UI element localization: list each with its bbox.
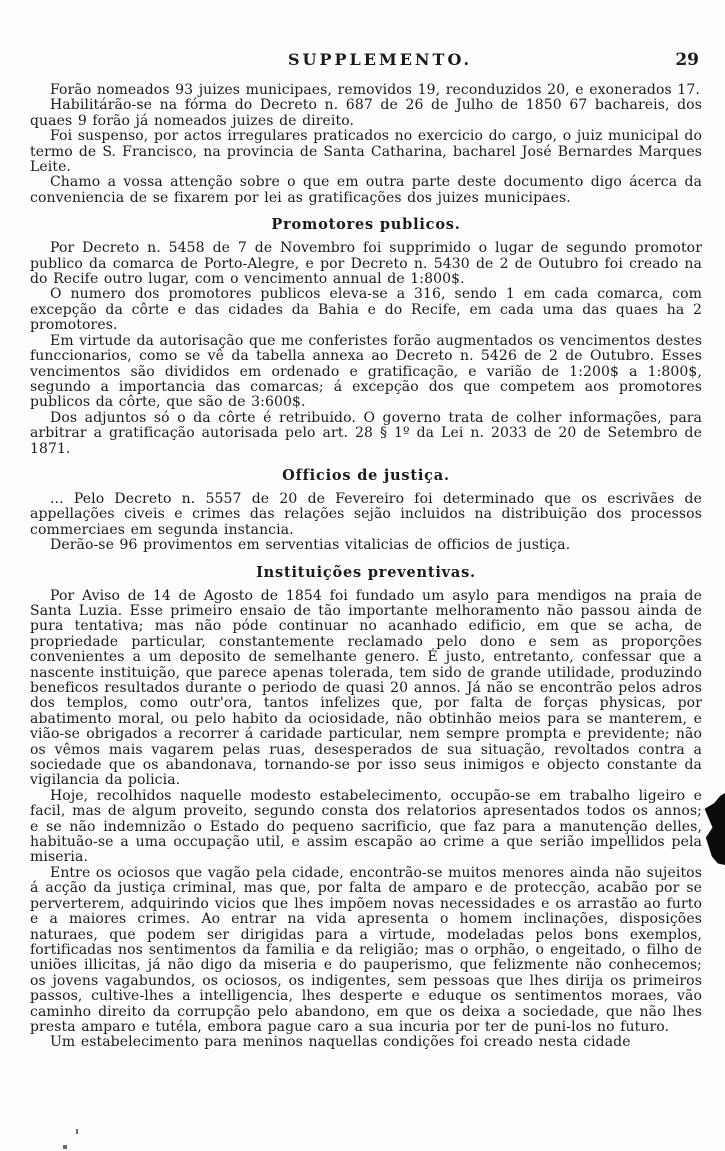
ink-blot-artifact (701, 793, 725, 865)
scan-speck (63, 1145, 67, 1149)
paragraph: Forão nomeados 93 juizes municipaes, removidos 19, reconduzidos 20, e exonerados 17. (50, 82, 700, 98)
section-intro (30, 83, 702, 206)
paragraph: Por Decreto n. 5458 de 7 de Novembro foi supprimido o lugar de segundo promotor publico da comarca de Porto-Alegre, e por Decreto n. 5430 de 2 de Outubro foi creado na do Recife outro lugar, com o vencimento annual de 1:800$. (30, 240, 702, 288)
scan-speck (76, 1129, 78, 1134)
paragraph: Habilitárão-se na fórma do Decreto n. 687 de 26 de Julho de 1850 67 bachareis, dos quaes 9 forão já nomeados juizes de direito. (30, 97, 702, 129)
paragraph: Chamo a vossa attenção sobre o que em outra parte deste documento digo ácerca da conveniencia de se fixarem por lei as gratificações dos juizes municipaes. (30, 174, 702, 206)
page-header (30, 50, 703, 74)
section-instituicoes-preventivas (30, 564, 702, 1051)
paragraph: Em virtude da autorisação que me conferistes forão augmentados os vencimentos destes funccionarios, como se vê da tabella annexa ao Decreto n. 5426 de 2 de Outubro. Esses vencimentos são divididos em ordenado e gratificação, e varião de 1:200$ a 1:800$, segundo a importancia das comarcas; á excepção dos que competem aos promotores publicos da côrte, que são de 3:600$. (30, 332, 702, 411)
paragraph: Foi suspenso, por actos irregulares praticados no exercicio do cargo, o juiz municipal do termo de S. Francisco, na provincia de Santa Catharina, bacharel José Bernardes Marques Leite. (30, 128, 702, 176)
paragraph: ... Pelo Decreto n. 5557 de 20 de Fevereiro foi determinado que os escrivães de appellações civeis e crimes das relações sejão incluidos na distribuição dos processos commerciaes em segunda instancia. (30, 490, 702, 538)
paragraph: Entre os ociosos que vagão pela cidade, encontrão-se muitos menores ainda não sujeitos á acção da justiça criminal, mas que, por falta de amparo e de protecção, acabão por se perverterem, adquirindo vicios que lhes impõem novas necessidades e os arrastão ao furto e a maiores crimes. Ao entrar na vida apresenta o homem inclinações, disposições naturaes, que podem ser dirigidas para a virtude, modeladas pelos bons exemplos, fortificadas nos sentimentos da familia e da religião; mas o orphão, o engeitado, o filho de uniões illicitas, já não digo da miseria e do pauperismo, que felizmente não conhecemos; os jovens vagabundos, os ociosos, os indigentes, sem pessoas que lhes dirija os primeiros passos, cultive-lhes a intelligencia, lhes desperte e eduque os sentimentos moraes, vão caminho direito da corrupção pelo abandono, em que os deixa a sociedade, que não lhes presta amparo e tutéla, embora pague caro a sua incuria por ter de puni-los no futuro. (30, 864, 702, 1035)
paragraph: Por Aviso de 14 de Agosto de 1854 foi fundado um asylo para mendigos na praia de Santa Luzia. Esse primeiro ensaio de tão importante melhoramento não passou ainda de pura tentativa; mas não póde continuar no acanhado edificio, em que se acha, de propriedade particular, constantemente reclamado pelo dono e sem as proporções convenientes a um deposito de semelhante genero. É justo, entretanto, confessar que a nascente instituição, que parece apenas tolerada, tem sido de grande utilidade, produzindo beneficos resultados durante o periodo de quasi 20 annos. Já não se encontrão pelos adros dos templos, como outr'ora, tantos infelizes que, por falta de forças physicas, por abatimento moral, ou pelo habito da ociosidade, não obtinhão meios para se manterem, e vião-se obrigados a recorrer á caridade particular, nem sempre prompta e previdente; não os vêmos mais vagarem pelas ruas, desesperados de sua situação, revoltados contra a sociedade que os abandonava, tornando-se por isso seus inimigos e objecto constante da vigilancia da policia. (30, 587, 702, 789)
page-body (30, 83, 702, 1051)
paragraph: O numero dos promotores publicos eleva-se a 316, sendo 1 em cada comarca, com excepção da côrte e das cidades da Bahia e do Recife, em cada uma das quaes ha 2 promotores. (30, 286, 702, 334)
paragraph: Um estabelecimento para meninos naquellas condições foi creado nesta cidade (50, 1034, 631, 1051)
section-heading-officios: Officios de justiça. (282, 466, 450, 484)
page-title: SUPPLEMENTO. (287, 50, 473, 69)
paragraph: Derão-se 96 provimentos em serventias vitalicias de officios de justiça. (50, 537, 571, 554)
paragraph: Hoje, recolhidos naquelle modesto estabelecimento, occupão-se em trabalho ligeiro e facil, mas de algum proveito, segundo consta dos relatorios apresentados todos os annos; e se não indemnizão o Estado do pequeno sacrificio, que faz para a manutenção delles, habituão-se a uma occupação util, e assim escapão ao crime a que serião impellidos pela miseria. (30, 787, 702, 866)
paragraph: Dos adjuntos só o da côrte é retribuido. O governo trata de colher informações, para arbitrar a gratificação autorisada pelo art. 28 § 1º da Lei n. 2033 de 20 de Setembro de 1871. (30, 409, 702, 457)
page-number: 29 (675, 50, 699, 70)
section-promotores-publicos (30, 216, 702, 457)
section-heading-instituicoes: Instituições preventivas. (256, 563, 476, 581)
section-officios-de-justica (30, 467, 702, 554)
section-heading-promotores: Promotores publicos. (271, 216, 461, 234)
